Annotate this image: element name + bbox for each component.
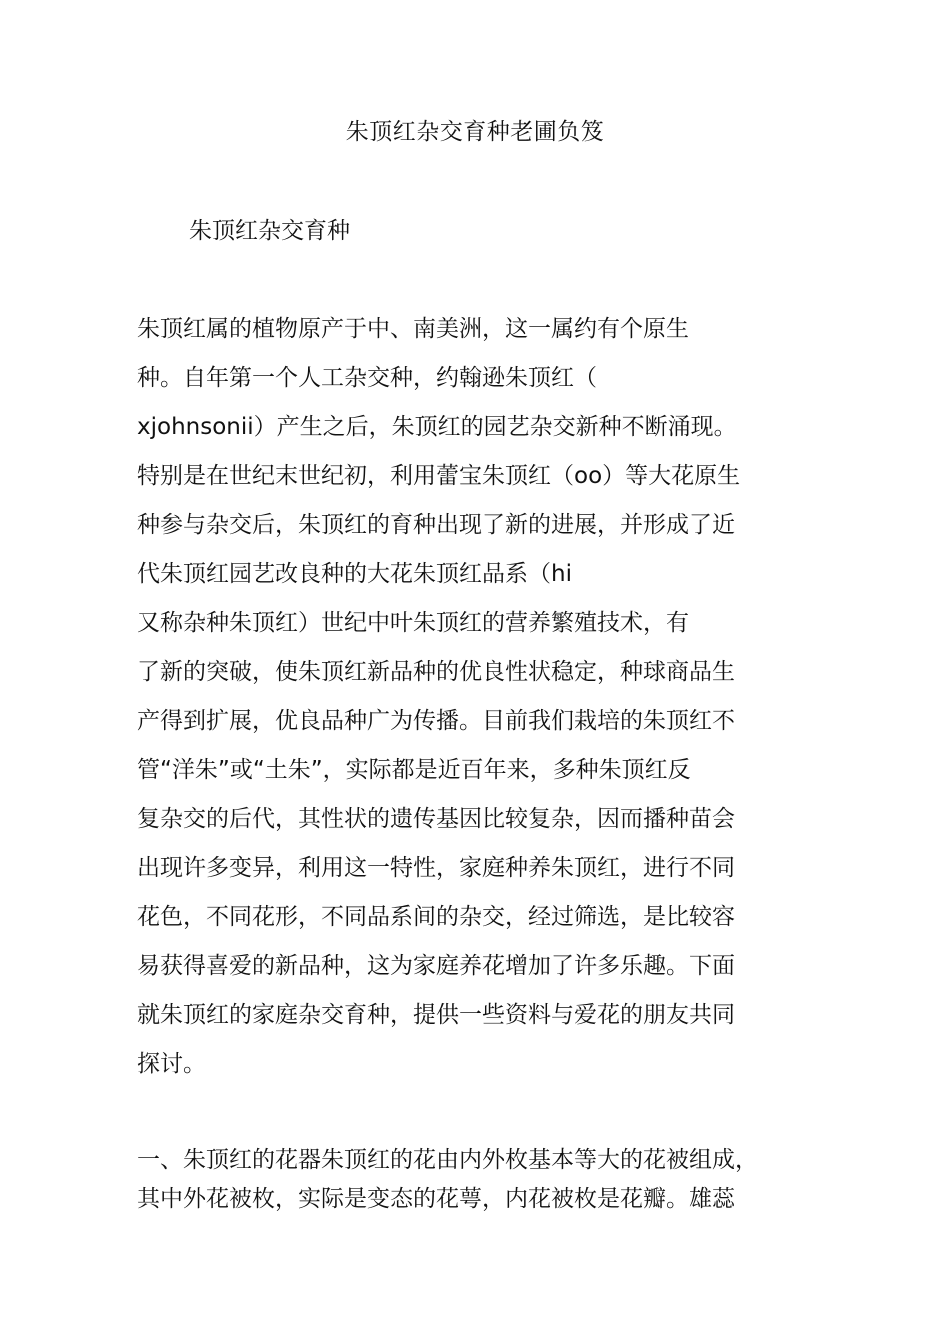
paragraph-line: 种。自年第一个人工杂交种，约翰逊朱顶红（	[137, 365, 597, 391]
intro-paragraph	[137, 305, 837, 1089]
paragraph-line: 种参与杂交后，朱顶红的育种出现了新的进展，并形成了近	[137, 512, 735, 538]
document-title: 朱顶红杂交育种老圃负笈	[345, 119, 605, 145]
paragraph-line: 特别是在世纪末世纪初，利用蕾宝朱顶红（oo）等大花原生	[137, 463, 741, 489]
paragraph-line: xjohnsonii）产生之后，朱顶红的园艺杂交新种不断涌现。	[137, 414, 737, 440]
paragraph-line: 一、朱顶红的花器朱顶红的花由内外枚基本等大的花被组成，	[137, 1147, 758, 1173]
section-one-paragraph	[137, 1141, 837, 1219]
paragraph-line: 其中外花被枚，实际是变态的花萼，内花被枚是花瓣。雄蕊	[137, 1186, 735, 1212]
document-subtitle: 朱顶红杂交育种	[189, 218, 350, 244]
paragraph-line: 又称杂种朱顶红）世纪中叶朱顶红的营养繁殖技术，有	[137, 610, 689, 636]
paragraph-line: 了新的突破，使朱顶红新品种的优良性状稳定，种球商品生	[137, 659, 735, 685]
paragraph-line: 代朱顶红园艺改良种的大花朱顶红品系（hi	[137, 561, 572, 587]
paragraph-line: 朱顶红属的植物原产于中、南美洲，这一属约有个原生	[137, 316, 689, 342]
paragraph-line: 产得到扩展，优良品种广为传播。目前我们栽培的朱顶红不	[137, 708, 735, 734]
paragraph-line: 出现许多变异，利用这一特性，家庭种养朱顶红，进行不同	[137, 855, 735, 881]
paragraph-line: 管“洋朱”或“土朱”，实际都是近百年来，多种朱顶红反	[137, 757, 691, 783]
paragraph-line: 花色，不同花形，不同品系间的杂交，经过筛选，是比较容	[137, 904, 735, 930]
paragraph-line: 易获得喜爱的新品种，这为家庭养花增加了许多乐趣。下面	[137, 953, 735, 979]
paragraph-line: 就朱顶红的家庭杂交育种，提供一些资料与爱花的朋友共同	[137, 1002, 735, 1028]
paragraph-line: 探讨。	[137, 1051, 206, 1077]
paragraph-line: 复杂交的后代，其性状的遗传基因比较复杂，因而播种苗会	[137, 806, 735, 832]
